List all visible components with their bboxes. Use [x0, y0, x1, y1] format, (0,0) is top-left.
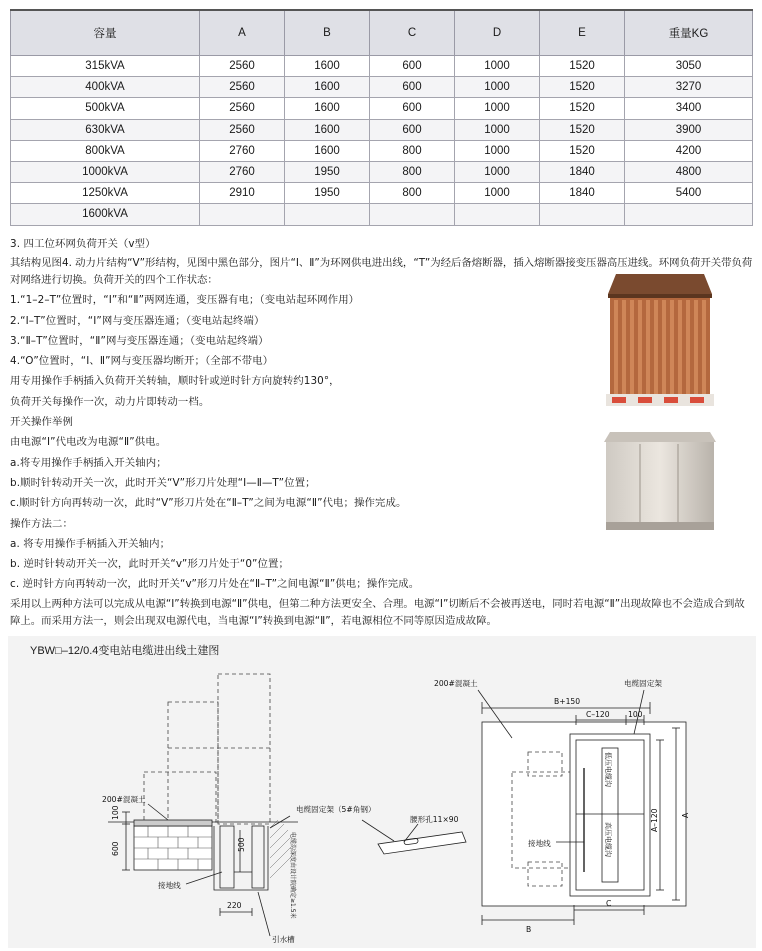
cell: 1520: [540, 140, 625, 161]
table-row: [11, 56, 753, 77]
low-voltage-trench-label: 低压电缆沟: [604, 752, 612, 787]
cell: 2560: [200, 98, 285, 119]
cell: 800: [370, 140, 455, 161]
cell: 2560: [200, 119, 285, 140]
cell: 1600: [285, 56, 370, 77]
dim-220: 220: [227, 901, 242, 910]
operate-2: 负荷开关每操作一次，动力片即转动一档。: [10, 396, 210, 408]
cell: 800kVA: [11, 140, 200, 161]
dim-c120: C–120: [586, 710, 610, 719]
drain-label: 引水槽: [272, 935, 295, 944]
trench-depth-note: 电缆沟深度由设计院确定≥1.5米: [289, 832, 296, 919]
left-concrete-label: 200#混凝土: [102, 795, 146, 804]
table-row: [11, 77, 753, 98]
cell: 1000: [455, 56, 540, 77]
dim-a120: A–120: [650, 808, 659, 832]
slot-label: 腰形孔11×90: [410, 815, 459, 824]
col-e: E: [540, 10, 625, 56]
col-weight: 重量KG: [625, 10, 753, 56]
cell: 1600kVA: [11, 204, 200, 225]
cell: 600: [370, 56, 455, 77]
cell: 1950: [285, 183, 370, 204]
cell: 1520: [540, 98, 625, 119]
table-row: [11, 140, 753, 161]
method1-a: a.将专用操作手柄插入开关轴内；: [10, 457, 167, 469]
col-c: C: [370, 10, 455, 56]
dim-600: 600: [111, 841, 120, 856]
cell: [285, 204, 370, 225]
cell: [200, 204, 285, 225]
cell: 1000: [455, 98, 540, 119]
cell: 500kVA: [11, 98, 200, 119]
cell: 1600: [285, 98, 370, 119]
cell: 4200: [625, 140, 753, 161]
cell: 1950: [285, 161, 370, 182]
state-2: 2.“Ⅰ–T”位置时，“Ⅰ”网与变压器连通；（变电站起终端）: [10, 315, 265, 327]
cell: 3050: [625, 56, 753, 77]
col-a: A: [200, 10, 285, 56]
high-voltage-trench-label: 高压电缆沟: [604, 822, 612, 857]
dim-a: A: [681, 812, 690, 818]
right-ground-label: 接地线: [528, 839, 551, 848]
cell: 4800: [625, 161, 753, 182]
operate-1: 用专用操作手柄插入负荷开关转轴，顺时针或逆时针方向旋转约130°，: [10, 375, 340, 387]
left-ground-label: 接地线: [158, 881, 181, 890]
state-1: 1.“1–2–T”位置时，“Ⅰ”和“Ⅱ”两网连通，变压器有电；（变电站起环网作用）: [10, 294, 360, 306]
dim-c: C: [606, 899, 612, 908]
cell: 1600: [285, 140, 370, 161]
table-header-row: [11, 10, 753, 56]
example-intro: 由电源“Ⅰ”代电改为电源“Ⅱ”供电。: [10, 436, 167, 448]
table-row: [11, 161, 753, 182]
method2-c: c. 逆时针方向再转动一次，此时开关“v”形刀片处在“Ⅱ–T”之间电源“Ⅱ”供电；操作完成。: [10, 578, 420, 590]
spec-table: [10, 9, 753, 226]
civil-drawing: [8, 636, 756, 948]
col-b: B: [285, 10, 370, 56]
cell: 600: [370, 77, 455, 98]
cell: 1000: [455, 183, 540, 204]
cell: 1840: [540, 161, 625, 182]
cell: 1520: [540, 119, 625, 140]
cell: 2560: [200, 56, 285, 77]
table-row: [11, 183, 753, 204]
cell: [540, 204, 625, 225]
cell: 2760: [200, 140, 285, 161]
substation-photo-steel: [598, 430, 722, 534]
method1-b: b.顺时针转动开关一次，此时开关“V”形刀片处理“Ⅰ—Ⅱ—T”位置；: [10, 477, 316, 489]
dim-100-right: 100: [628, 710, 643, 719]
col-d: D: [455, 10, 540, 56]
conclusion: 采用以上两种方法可以完成从电源“Ⅰ”转换到电源“Ⅱ”供电，但第二种方法更安全、合理。电源“Ⅰ”切断后不会被再送电，同时若电源“Ⅱ”出现故障也不会造成合到故障上。而采用方法一，则会出现双电源代电，当电源“Ⅰ”转换到电源“Ⅱ”，若电源相位不同等原因造成故障。: [10, 598, 745, 627]
cell: 1600: [285, 119, 370, 140]
cell: 3900: [625, 119, 753, 140]
example-title: 开关操作举例: [10, 416, 73, 428]
cell: [370, 204, 455, 225]
cell: 600: [370, 119, 455, 140]
cell: 2760: [200, 161, 285, 182]
cell: 2910: [200, 183, 285, 204]
cell: [455, 204, 540, 225]
cell: 1000kVA: [11, 161, 200, 182]
cell: 1250kVA: [11, 183, 200, 204]
state-3: 3.“Ⅱ–T”位置时，“Ⅱ”网与变压器连通；（变电站起终端）: [10, 335, 269, 347]
table-row: [11, 204, 753, 225]
substation-photo-brown: [600, 268, 720, 412]
drawing-title: YBW□–12/0.4变电站电缆进出线土建图: [30, 645, 220, 657]
cell: 630kVA: [11, 119, 200, 140]
table-row: [11, 98, 753, 119]
table-row: [11, 119, 753, 140]
cell: 1520: [540, 77, 625, 98]
cell: 400kVA: [11, 77, 200, 98]
right-bracket-label: 电缆固定架: [624, 679, 662, 688]
cell: 1840: [540, 183, 625, 204]
cell: 1600: [285, 77, 370, 98]
cell: 1000: [455, 119, 540, 140]
bracket-label: 电缆固定架（5#角钢）: [296, 805, 376, 814]
dim-500: 500: [237, 837, 246, 852]
cell: 1000: [455, 161, 540, 182]
section-intro: 其结构见图4. 动力片结构“V”形结构，见图中黑色部分，图片“Ⅰ、Ⅱ”为环网供电进出线，“T”为经后备熔断器，插入熔断器接变压器高压进线。环网负荷开关带负荷对网络进行切换。负荷开关的四个工作状态：: [10, 257, 753, 286]
cell: 800: [370, 183, 455, 204]
cell: 5400: [625, 183, 753, 204]
method2-b: b. 逆时针转动开关一次，此时开关“v”形刀片处于“0”位置；: [10, 558, 290, 570]
col-capacity: 容量: [11, 10, 200, 56]
cell: 3400: [625, 98, 753, 119]
cell: 800: [370, 161, 455, 182]
cell: 1520: [540, 56, 625, 77]
cell: 600: [370, 98, 455, 119]
cell: 3270: [625, 77, 753, 98]
cell: 2560: [200, 77, 285, 98]
section-title: 3. 四工位环网负荷开关（v型）: [10, 238, 156, 250]
cell: 1000: [455, 140, 540, 161]
dim-b150: B+150: [554, 697, 581, 706]
method2-a: a. 将专用操作手柄插入开关轴内；: [10, 538, 171, 550]
method1-c: c.顺时针方向再转动一次，此时“V”形刀片处在“Ⅱ–T”之间为电源“Ⅱ”代电；操作完成。: [10, 497, 407, 509]
dim-b: B: [526, 925, 532, 934]
cell: 315kVA: [11, 56, 200, 77]
cell: [625, 204, 753, 225]
state-4: 4.“O”位置时，“Ⅰ、Ⅱ”网与变压器均断开；（全部不带电）: [10, 355, 274, 367]
cell: 1000: [455, 77, 540, 98]
method2-title: 操作方法二：: [10, 518, 73, 530]
dim-100-left: 100: [111, 805, 120, 820]
right-concrete-label: 200#混凝土: [434, 679, 478, 688]
